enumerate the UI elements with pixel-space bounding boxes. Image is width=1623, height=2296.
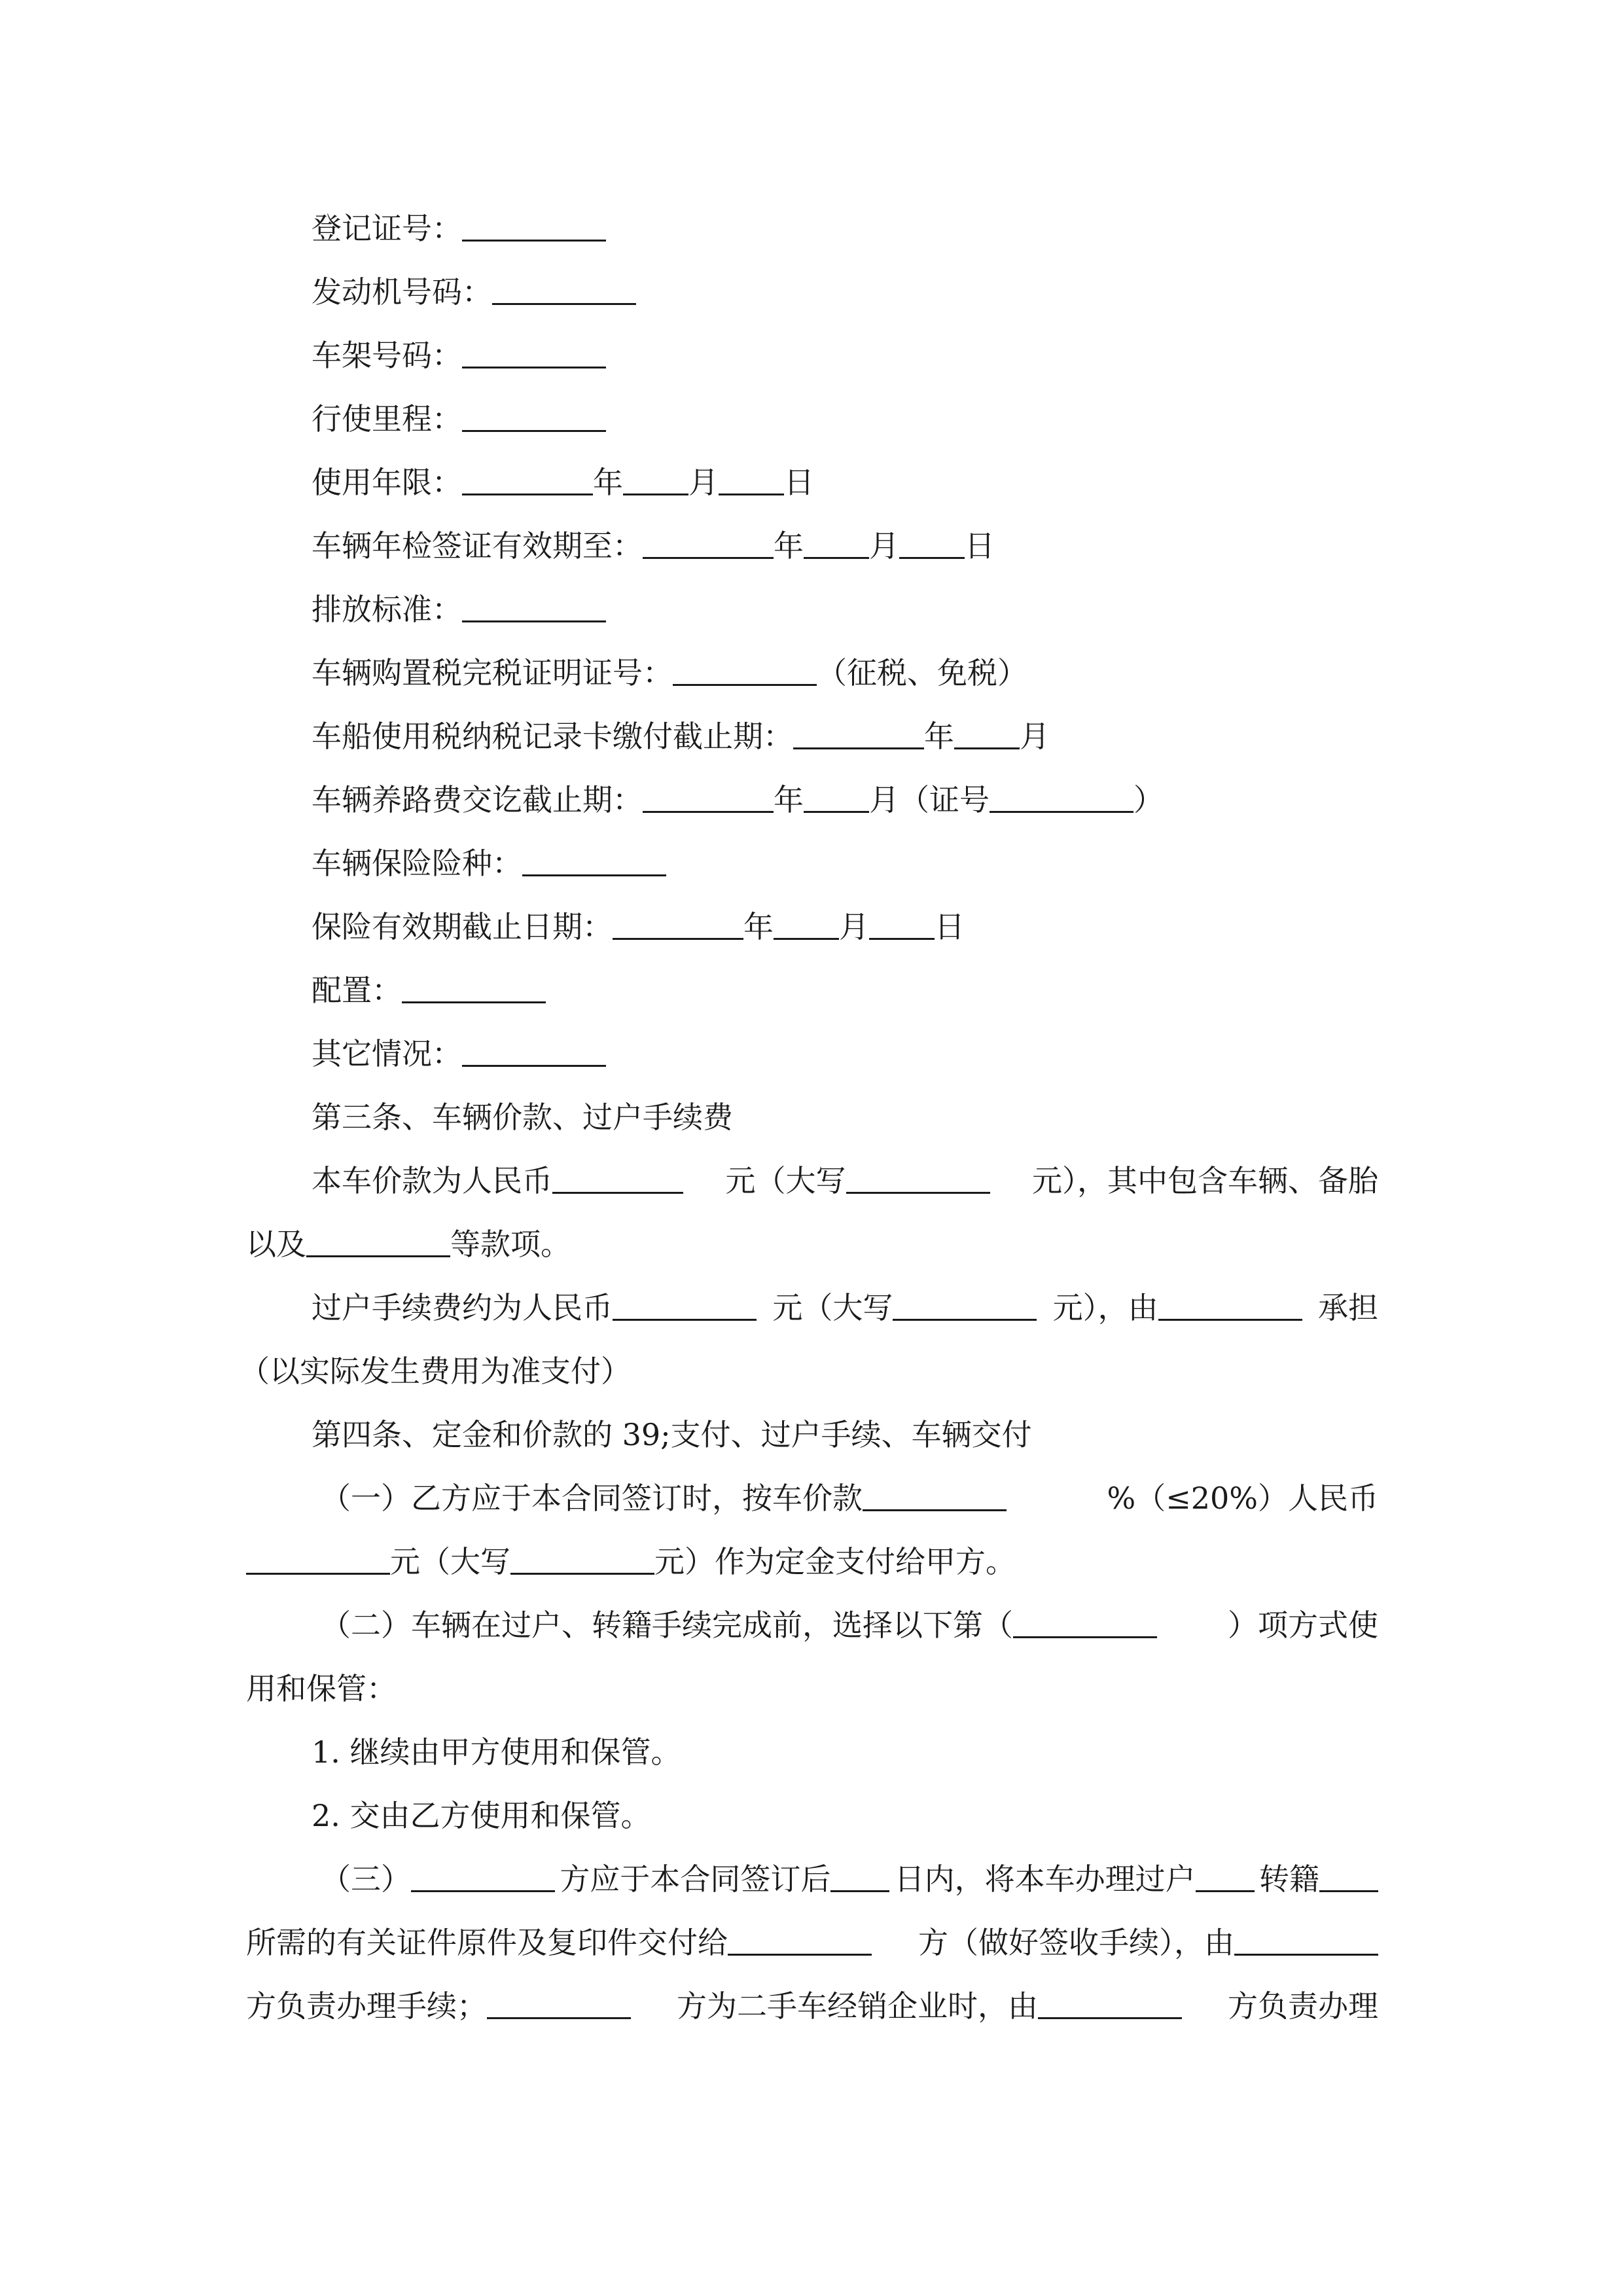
deposit-amount-field[interactable] bbox=[246, 1547, 390, 1575]
price-items-label: 以及 bbox=[246, 1227, 306, 1262]
documents-handler-field[interactable] bbox=[1234, 1928, 1378, 1956]
insurance-type-line bbox=[0, 832, 1623, 895]
month-text: 月 bbox=[869, 528, 899, 564]
day-text: 日 bbox=[965, 528, 995, 564]
transfer-type-field-2[interactable] bbox=[1319, 1864, 1378, 1892]
price-label: 本车价款为人民币 bbox=[312, 1163, 552, 1198]
transfer-fee-line bbox=[0, 1276, 1378, 1340]
article-3-heading bbox=[0, 1086, 1623, 1149]
transfer-days-label: 方应于本合同签订后 bbox=[560, 1861, 831, 1897]
registration-number-field[interactable] bbox=[462, 213, 606, 242]
actual-cost-text: （以实际发生费用为准支付） bbox=[240, 1354, 631, 1389]
insurance-type-label: 车辆保险险种： bbox=[312, 846, 522, 881]
road-fee-month-field[interactable] bbox=[804, 785, 869, 813]
actual-cost-line bbox=[0, 1340, 1623, 1403]
year-text: 年 bbox=[593, 465, 623, 500]
price-items-field[interactable] bbox=[306, 1229, 450, 1257]
transfer-type-text: 转籍 bbox=[1258, 1861, 1319, 1897]
engine-number-field[interactable] bbox=[492, 277, 636, 305]
transfer-fee-words-label: 元（大写 bbox=[772, 1290, 893, 1325]
frame-number-label: 车架号码： bbox=[312, 338, 462, 373]
road-fee-cert-field[interactable] bbox=[990, 785, 1133, 813]
price-includes-text: 元），其中包含车辆、备胎 bbox=[1032, 1163, 1378, 1198]
inspection-validity-label: 车辆年检签证有效期至： bbox=[312, 528, 643, 564]
transfer-fee-payer-label: 元），由 bbox=[1052, 1290, 1158, 1325]
transfer-type-field[interactable] bbox=[1196, 1864, 1255, 1892]
day-text: 日 bbox=[935, 909, 965, 944]
emission-standard-label: 排放标准： bbox=[312, 592, 462, 627]
deposit-label: （一）乙方应于本合同签订时，按车价款 bbox=[321, 1480, 863, 1516]
year-text: 年 bbox=[743, 909, 774, 944]
transfer-fee-amount-field[interactable] bbox=[613, 1293, 757, 1321]
day-text: 日 bbox=[784, 465, 814, 500]
service-life-label: 使用年限： bbox=[312, 465, 462, 500]
insurance-expiry-line bbox=[0, 895, 1623, 959]
documents-delivery-line bbox=[0, 1911, 1378, 1975]
configuration-label: 配置： bbox=[312, 973, 402, 1008]
option-1-text: 1. 继续由甲方使用和保管。 bbox=[312, 1734, 681, 1770]
mileage-line bbox=[0, 387, 1623, 451]
custody-continue-text: 用和保管： bbox=[246, 1671, 397, 1706]
bear-text: 承担 bbox=[1317, 1290, 1378, 1325]
inspection-day-field[interactable] bbox=[899, 531, 965, 559]
article-3-title: 第三条、车辆价款、过户手续费 bbox=[312, 1100, 733, 1135]
service-life-year-field[interactable] bbox=[462, 467, 593, 495]
transfer-docs-line bbox=[0, 1848, 1378, 1911]
deposit-suffix: 元）作为定金支付给甲方。 bbox=[654, 1544, 1016, 1579]
year-text: 年 bbox=[774, 528, 804, 564]
inspection-validity-line bbox=[0, 514, 1623, 578]
purchase-tax-field[interactable] bbox=[673, 658, 817, 686]
service-life-month-field[interactable] bbox=[623, 467, 688, 495]
insurance-type-field[interactable] bbox=[522, 848, 666, 876]
emission-standard-field[interactable] bbox=[462, 594, 606, 622]
mileage-label: 行使里程： bbox=[312, 401, 462, 437]
deposit-percent-field[interactable] bbox=[863, 1483, 1007, 1511]
transfer-fee-label: 过户手续费约为人民币 bbox=[312, 1290, 613, 1325]
month-cert-text: 月（证号 bbox=[869, 782, 990, 817]
custody-choice-line bbox=[0, 1594, 1378, 1657]
deposit-words-label: 元（大写 bbox=[390, 1544, 510, 1579]
option-2-line bbox=[0, 1784, 1623, 1848]
mileage-field[interactable] bbox=[462, 404, 606, 432]
road-fee-label: 车辆养路费交讫截止期： bbox=[312, 782, 643, 817]
engine-number-label: 发动机号码： bbox=[312, 274, 492, 310]
transfer-fee-payer-field[interactable] bbox=[1158, 1293, 1302, 1321]
purchase-tax-line bbox=[0, 641, 1623, 705]
documents-recipient-field[interactable] bbox=[728, 1928, 872, 1956]
custody-choice-label: （二）车辆在过户、转籍手续完成前，选择以下第（ bbox=[321, 1607, 1013, 1643]
transfer-fee-words-field[interactable] bbox=[893, 1293, 1037, 1321]
custody-continue-line bbox=[0, 1657, 1623, 1721]
road-fee-line bbox=[0, 768, 1623, 832]
vehicle-tax-label: 车船使用税纳税记录卡缴付截止期： bbox=[312, 719, 793, 754]
month-text: 月 bbox=[1020, 719, 1050, 754]
year-text: 年 bbox=[924, 719, 954, 754]
service-life-line bbox=[0, 451, 1623, 514]
inspection-year-field[interactable] bbox=[643, 531, 774, 559]
close-paren-text: ） bbox=[1133, 782, 1164, 817]
insurance-month-field[interactable] bbox=[774, 912, 839, 940]
other-info-line bbox=[0, 1022, 1623, 1086]
deposit-line bbox=[0, 1467, 1378, 1530]
price-words-field[interactable] bbox=[846, 1166, 990, 1194]
service-life-day-field[interactable] bbox=[719, 467, 784, 495]
handling-line bbox=[0, 1975, 1378, 2038]
registration-number-line bbox=[0, 197, 1623, 260]
configuration-line bbox=[0, 959, 1623, 1022]
tax-status-text: （征税、免税） bbox=[817, 655, 1027, 691]
price-words-label: 元（大写 bbox=[725, 1163, 846, 1198]
handling-suffix: 方负责办理 bbox=[1228, 1988, 1378, 2024]
dealer-party-field[interactable] bbox=[487, 1991, 631, 2019]
documents-label: 所需的有关证件原件及复印件交付给 bbox=[246, 1925, 728, 1960]
custody-choice-suffix: ）项方式使 bbox=[1228, 1607, 1378, 1643]
year-text: 年 bbox=[774, 782, 804, 817]
deposit-words-field[interactable] bbox=[510, 1547, 654, 1575]
handling-label: 方负责办理手续； bbox=[246, 1988, 487, 2024]
insurance-expiry-label: 保险有效期截止日期： bbox=[312, 909, 613, 944]
option-2-text: 2. 交由乙方使用和保管。 bbox=[312, 1798, 651, 1833]
transfer-process-label: 日内，将本车办理过户 bbox=[894, 1861, 1196, 1897]
road-fee-year-field[interactable] bbox=[643, 785, 774, 813]
price-amount-field[interactable] bbox=[552, 1166, 683, 1194]
clause-3-label: （三） bbox=[321, 1861, 411, 1897]
purchase-tax-label: 车辆购置税完税证明证号： bbox=[312, 655, 673, 691]
vehicle-tax-month-field[interactable] bbox=[954, 721, 1020, 749]
option-1-line bbox=[0, 1721, 1623, 1784]
dealer-handler-field[interactable] bbox=[1038, 1991, 1182, 2019]
transfer-party-field[interactable] bbox=[411, 1864, 555, 1892]
inspection-month-field[interactable] bbox=[804, 531, 869, 559]
documents-sign-label: 方（做好签收手续），由 bbox=[918, 1925, 1234, 1960]
price-items-line bbox=[0, 1213, 1623, 1276]
emission-standard-line bbox=[0, 578, 1623, 641]
other-info-field[interactable] bbox=[462, 1039, 606, 1067]
article-4-heading bbox=[0, 1403, 1623, 1467]
vehicle-tax-line bbox=[0, 705, 1623, 768]
deposit-amount-line bbox=[0, 1530, 1623, 1594]
transfer-days-field[interactable] bbox=[830, 1864, 889, 1892]
frame-number-line bbox=[0, 324, 1623, 387]
month-text: 月 bbox=[839, 909, 869, 944]
insurance-day-field[interactable] bbox=[869, 912, 935, 940]
price-items-suffix: 等款项。 bbox=[450, 1227, 571, 1262]
registration-number-label: 登记证号： bbox=[312, 211, 462, 246]
price-line bbox=[0, 1149, 1378, 1213]
configuration-field[interactable] bbox=[402, 975, 546, 1003]
article-4-title: 第四条、定金和价款的 39;支付、过户手续、车辆交付 bbox=[312, 1417, 1032, 1452]
insurance-year-field[interactable] bbox=[613, 912, 743, 940]
other-info-label: 其它情况： bbox=[312, 1036, 462, 1071]
frame-number-field[interactable] bbox=[462, 340, 606, 368]
custody-choice-field[interactable] bbox=[1013, 1610, 1157, 1638]
engine-number-line bbox=[0, 260, 1623, 324]
month-text: 月 bbox=[688, 465, 719, 500]
vehicle-tax-year-field[interactable] bbox=[793, 721, 924, 749]
dealer-label: 方为二手车经销企业时，由 bbox=[677, 1988, 1038, 2024]
deposit-percent-text: %（≤20%）人民币 bbox=[1107, 1480, 1378, 1516]
